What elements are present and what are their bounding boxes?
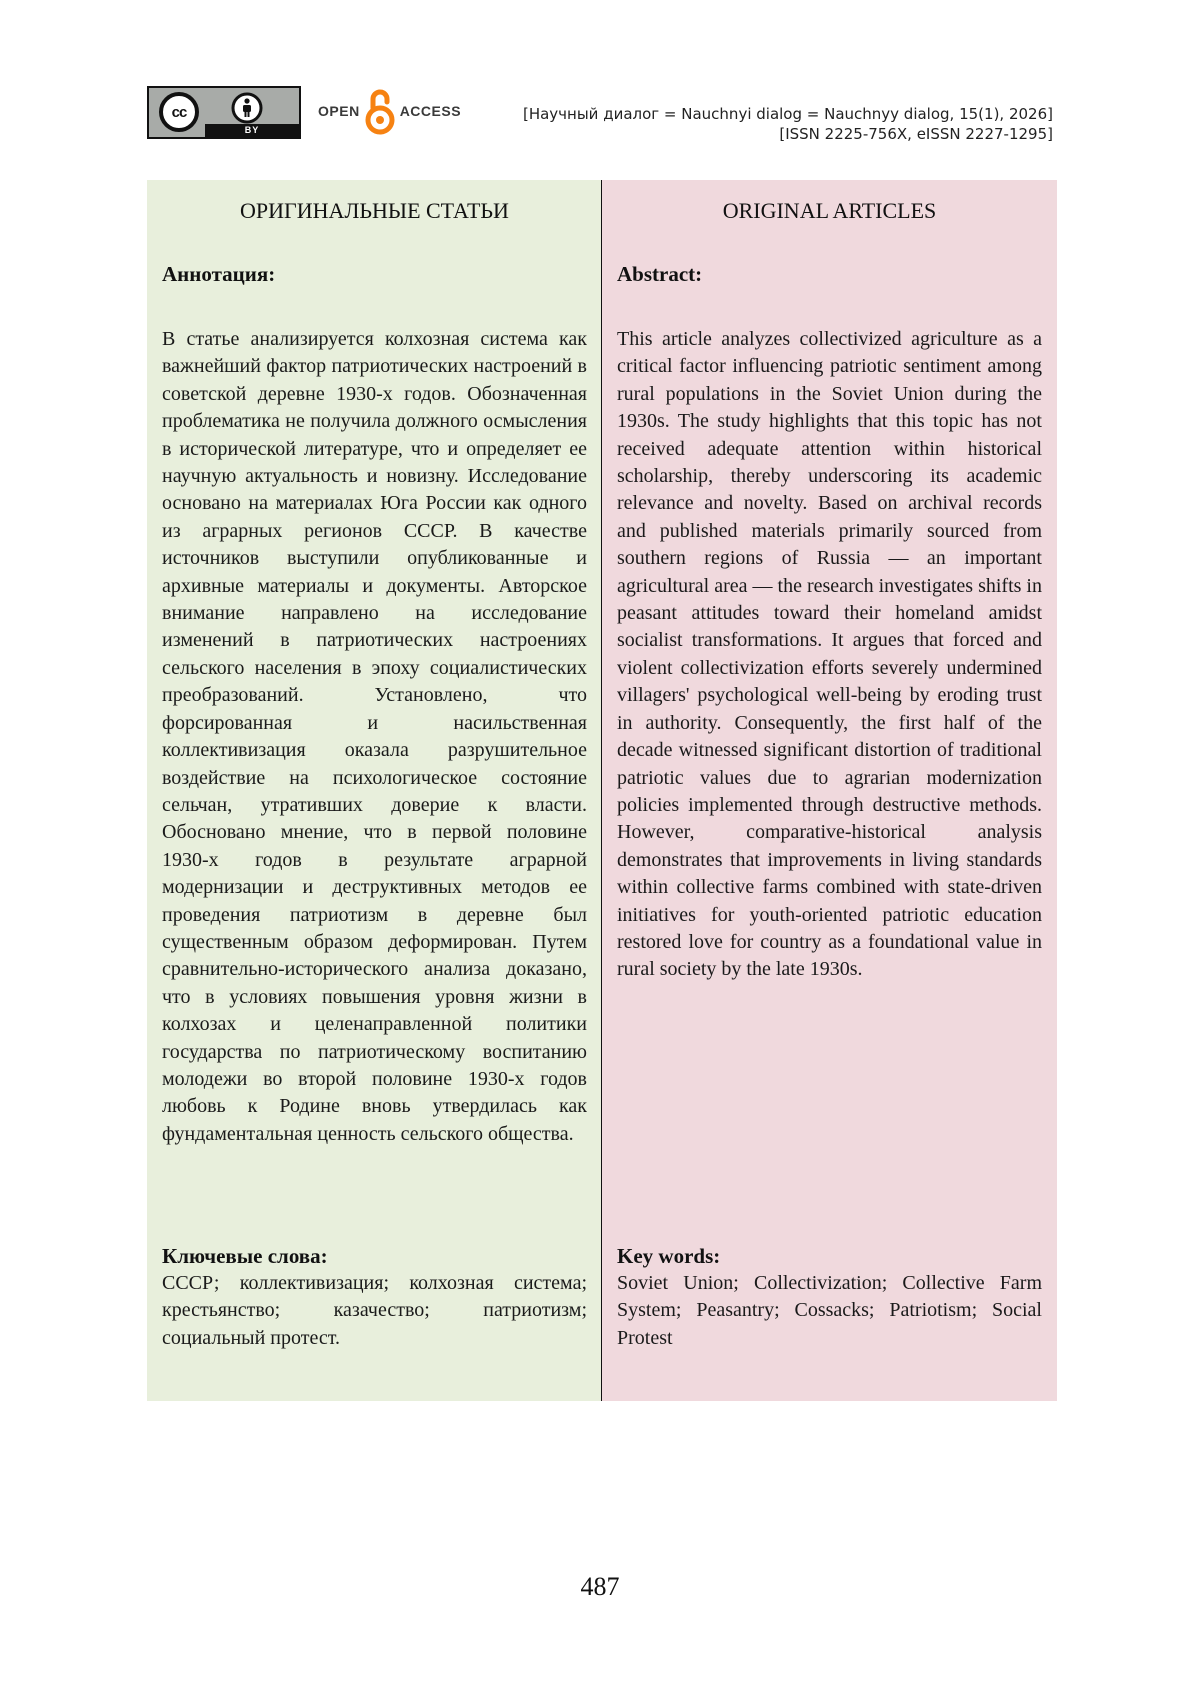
open-access-open-label: OPEN [318, 103, 360, 119]
en-keywords-text: Soviet Union; Collectivization; Collective Farm System; Peasantry; Cossacks; Patriotism; Social Protest [617, 1272, 1042, 1349]
ru-keywords-text: СССР; коллективизация; колхозная система; крестьянство; казачество; патриотизм; социальный протест. [162, 1272, 587, 1349]
open-lock-icon [363, 86, 397, 136]
ru-abstract-label: Аннотация: [162, 262, 276, 286]
open-access-logo [318, 86, 461, 136]
en-keywords-label: Key words: [617, 1244, 721, 1268]
open-access-access-label: ACCESS [399, 103, 462, 119]
journal-reference [523, 104, 1053, 144]
ru-keywords-label: Ключевые слова: [162, 1244, 328, 1268]
en-section-title: ORIGINAL ARTICLES [722, 198, 937, 223]
ru-abstract-text: В статье анализируется колхозная система как важнейший фактор патриотических настроений в советской деревне 1930-х годов. Обозначенная проблематика не получила должного осмысления в исторической литературе, что и определяет ее научную актуальность и новизну. Исследование основано на материалах Юга России как одного из аграрных регионов СССР. В качестве источников выступили опубликованные и архивные материалы и документы. Авторское внимание направлено на исследование изменений в патриотических настроениях сельского населения в эпоху социалистических преобразований. Установлено, что форсированная и насильственная коллективизация оказала разрушительное воздействие на психологическое состояние сельчан, утративших доверие к власти. Обосновано мнение, что в первой половине 1930-х годов в результате аграрной модернизации и деструктивных методов ее проведения патриотизм в деревне был существенным образом деформирован. Путем сравнительно-исторического анализа доказано, что в условиях повышения уровня жизни в колхозах и целенаправленной политики государства по патриотическому воспитанию молодежи во второй половине 1930-х годов любовь к Родине вновь утвердилась как фундаментальная ценность сельского общества. [162, 328, 587, 1145]
page-number: 487 [580, 1572, 620, 1601]
russian-column [147, 180, 602, 1401]
english-column [602, 180, 1057, 1401]
cc-by-license-badge [147, 86, 301, 139]
journal-citation-line: [Научный диалог = Nauchnyi dialog = Nauchnyy dialog, 15(1), 2026] [522, 105, 1053, 123]
ru-section-title: ОРИГИНАЛЬНЫЕ СТАТЬИ [240, 198, 509, 223]
attribution-person-icon [231, 92, 263, 124]
cc-label: cc [171, 103, 187, 121]
en-abstract-text: This article analyzes collectivized agriculture as a critical factor influencing patriotic sentiment among rural populations in the Soviet Union during the 1930s. The study highlights that this topic has not received adequate attention within historical scholarship, thereby underscoring its academic relevance and novelty. Based on archival records and published materials primarily sourced from southern regions of Russia — an important agricultural area — the research investigates shifts in peasant attitudes toward their homeland amidst socialist transformations. It argues that forced and violent collectivization efforts severely undermined villagers' psychological well-being by eroding trust in authority. Consequently, the first half of the decade witnessed significant distortion of traditional patriotic values due to agrarian modernization policies implemented through destructive methods. However, comparative-historical analysis demonstrates that improvements in living standards within collective farms combined with state-driven initiatives for youth-oriented patriotic education restored love for country as a foundational value in rural society by the late 1930s. [617, 328, 1042, 981]
journal-issn-line: [ISSN 2225-756X, eISSN 2227-1295] [779, 125, 1053, 143]
creative-commons-icon [159, 92, 199, 132]
en-abstract-label: Abstract: [617, 262, 703, 286]
by-label: BY [205, 124, 299, 137]
